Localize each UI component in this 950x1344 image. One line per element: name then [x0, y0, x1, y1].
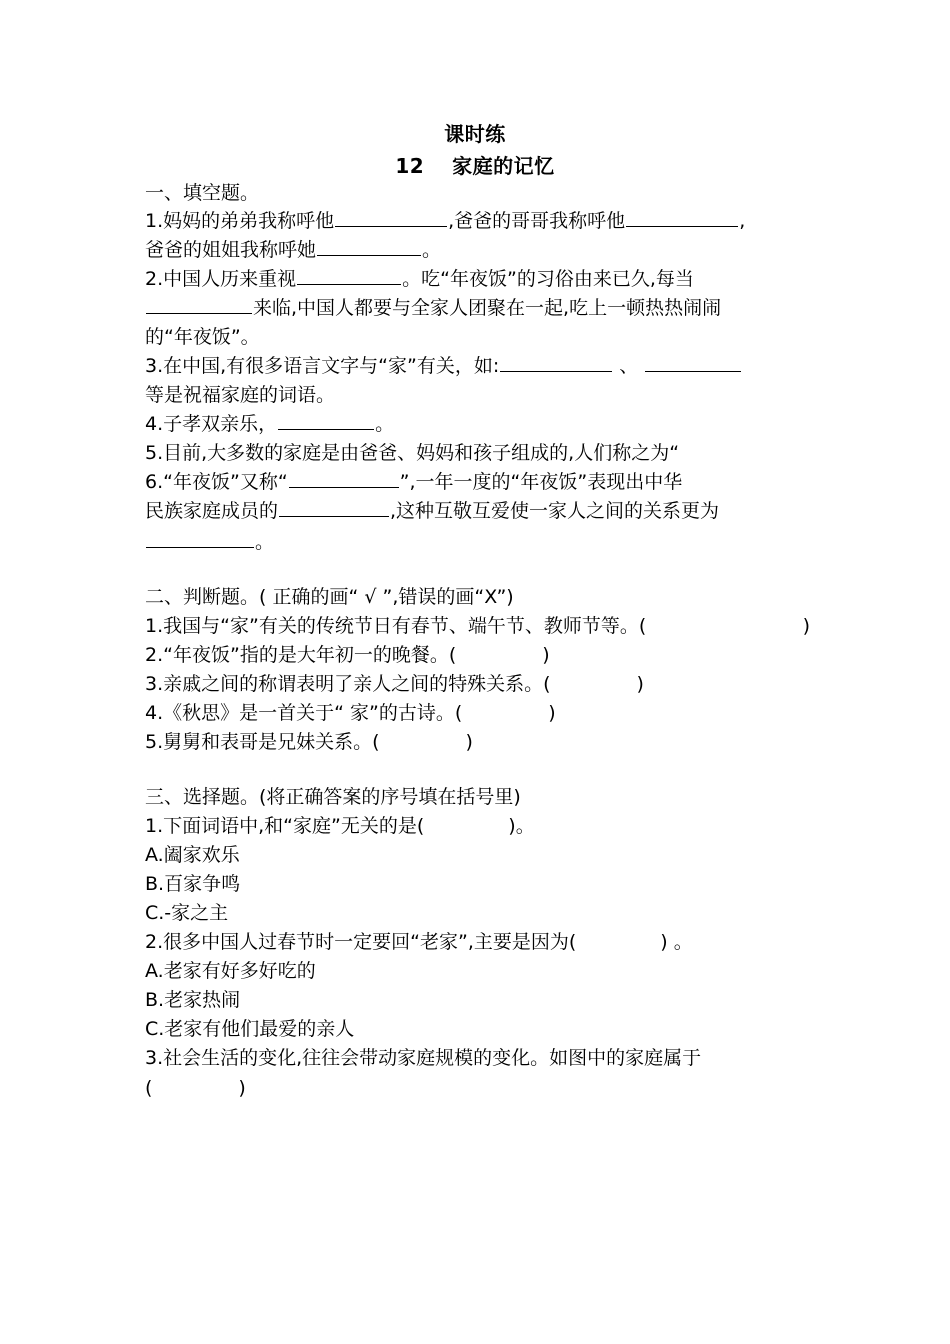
answer-blank[interactable] — [278, 411, 374, 430]
q4-text-a: 4.子孝双亲乐， — [145, 413, 278, 435]
choice-option: B.老家热闹 — [145, 989, 241, 1011]
paren-close: ) — [238, 1077, 246, 1099]
judge-text: 1.我国与“家”有关的传统节日有春节、端午节、教师节等。( — [145, 615, 647, 637]
q2-text-b: 。吃“年夜饭”的习俗由来已久,每当 — [402, 268, 694, 290]
q6-text-e: 。 — [255, 531, 275, 553]
q6-text-d: ,这种互敬互爱使一家人之间的关系更为 — [390, 500, 720, 522]
judge-question-4 — [145, 700, 810, 726]
choice-question-3-line2 — [145, 1075, 810, 1101]
judge-question-3 — [145, 671, 810, 697]
judge-question-2 — [145, 642, 810, 668]
answer-blank[interactable] — [500, 353, 612, 372]
q3-text-b: 、 — [619, 355, 639, 377]
lesson-number: 12 — [395, 154, 425, 178]
q6-text-c: 民族家庭成员的 — [145, 500, 279, 522]
fill-question-6-line1 — [145, 469, 810, 495]
choice-question-1 — [145, 813, 810, 839]
q3-text-a: 3.在中国,有很多语言文字与“家”有关，如: — [145, 355, 500, 377]
answer-blank[interactable] — [279, 498, 389, 517]
section3-heading: 三、选择题。(将正确答案的序号填在括号里) — [145, 786, 521, 808]
fill-question-1-line1 — [145, 208, 810, 234]
paren-close: ) — [636, 673, 644, 695]
fill-question-2-line3: 的“年夜饭”。 — [145, 326, 260, 348]
lesson-title: 家庭的记忆 — [452, 154, 555, 178]
paren-close: ) — [548, 702, 556, 724]
answer-blank[interactable] — [626, 208, 738, 227]
choice-option: B.百家争鸣 — [145, 873, 241, 895]
fill-question-2-line2 — [145, 295, 810, 321]
page-title: 课时练 — [444, 122, 506, 146]
q1-text-c: , — [739, 210, 746, 232]
answer-blank[interactable] — [146, 529, 254, 548]
paren-close: ) — [465, 731, 473, 753]
paren-close: ) — [802, 615, 810, 637]
fill-question-3-line2: 等是祝福家庭的词语。 — [145, 384, 336, 406]
fill-question-6-line3 — [145, 529, 810, 555]
section1-heading: 一、填空题。 — [145, 182, 260, 204]
answer-blank[interactable] — [335, 208, 447, 227]
judge-text: 2.“年夜饭”指的是大年初一的晚餐。( — [145, 644, 457, 666]
answer-blank[interactable] — [317, 237, 421, 256]
answer-blank[interactable] — [146, 295, 252, 314]
q2-text-a: 2.中国人历来重视 — [145, 268, 297, 290]
judge-text: 5.舅舅和表哥是兄妹关系。( — [145, 731, 380, 753]
choice-question-2 — [145, 929, 810, 955]
choice-stem-end: ) 。 — [660, 931, 693, 953]
answer-blank[interactable] — [297, 266, 401, 285]
choice-option: A.老家有好多好吃的 — [145, 960, 316, 982]
choice-stem: 2.很多中国人过春节时一定要回“老家”,主要是因为( — [145, 931, 577, 953]
q4-text-b: 。 — [375, 413, 395, 435]
judge-text: 4.《秋思》是一首关于“ 家”的古诗。( — [145, 702, 463, 724]
choice-option: C.老家有他们最爱的亲人 — [145, 1018, 355, 1040]
paren-open: ( — [145, 1077, 153, 1099]
q2-text-c: 来临,中国人都要与全家人团聚在一起,吃上一顿热热闹闹 — [253, 297, 722, 319]
q1-text-b: ,爸爸的哥哥我称呼他 — [448, 210, 626, 232]
q1-text-a: 1.妈妈的弟弟我称呼他 — [145, 210, 335, 232]
q6-text-b: ”,一年一度的“年夜饭”表现出中华 — [399, 471, 683, 493]
answer-blank[interactable] — [645, 353, 741, 372]
judge-question-1 — [145, 613, 810, 639]
judge-question-5 — [145, 729, 810, 755]
fill-question-3-line1 — [145, 353, 810, 379]
choice-question-3-line1: 3.社会生活的变化,往往会带动家庭规模的变化。如图中的家庭属于 — [145, 1047, 702, 1069]
judge-text: 3.亲戚之间的称谓表明了亲人之间的特殊关系。( — [145, 673, 551, 695]
q1-text-e: 。 — [422, 239, 442, 261]
lesson-heading — [0, 150, 950, 179]
choice-option: C.-家之主 — [145, 902, 229, 924]
choice-stem-end: )。 — [508, 815, 535, 837]
answer-blank[interactable] — [289, 469, 399, 488]
q1-text-d: 爸爸的姐姐我称呼她 — [145, 239, 317, 261]
choice-stem: 1.下面词语中,和“家庭”无关的是( — [145, 815, 425, 837]
fill-question-6-line2 — [145, 498, 810, 524]
fill-question-4 — [145, 411, 810, 437]
fill-question-5: 5.目前,大多数的家庭是由爸爸、妈妈和孩子组成的,人们称之为“ — [145, 442, 680, 464]
choice-option: A.阖家欢乐 — [145, 844, 240, 866]
section2-heading: 二、判断题。( 正确的画“ √ ”,错误的画“X”) — [145, 586, 514, 608]
fill-question-1-line2 — [145, 237, 810, 263]
q6-text-a: 6.“年夜饭”又称“ — [145, 471, 288, 493]
fill-question-2-line1 — [145, 266, 810, 292]
paren-close: ) — [542, 644, 550, 666]
